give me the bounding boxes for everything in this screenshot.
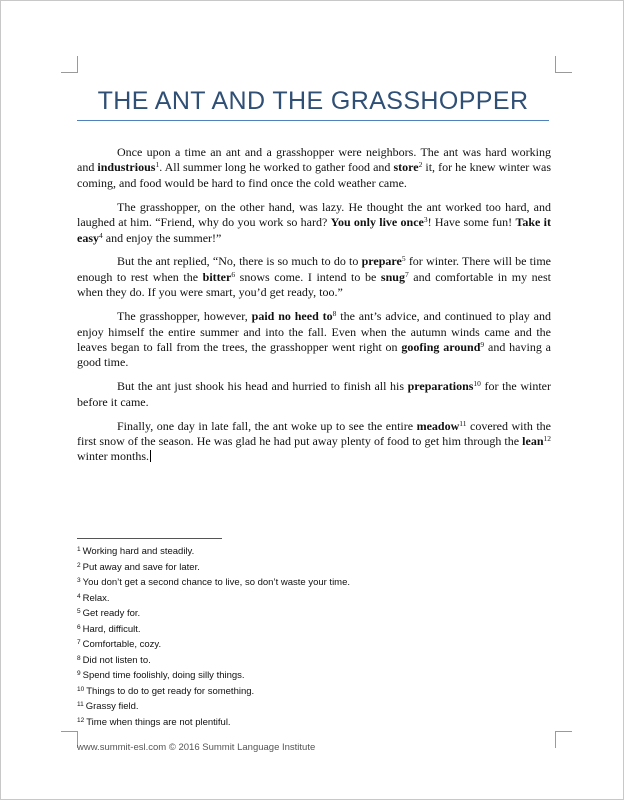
- vocabulary-term: bitter: [202, 269, 232, 284]
- story-paragraph[interactable]: [77, 419, 551, 465]
- footnote-reference: 3: [423, 215, 428, 225]
- footnote-number: 3: [77, 577, 81, 584]
- paragraph-text: and comfortable in my nest when they do. If you were smart, you’d get ready, too.”: [77, 269, 552, 300]
- paragraph-text: and enjoy the summer!”: [102, 230, 222, 245]
- footnote-reference: 8: [332, 309, 337, 319]
- footnote-text: Spend time foolishly, doing silly things.: [82, 670, 245, 681]
- footnote-text: You don’t get a second chance to live, so don’t waste your time.: [82, 577, 351, 588]
- crop-mark-top-right: [555, 56, 572, 73]
- footnote-text: Grassy field.: [85, 701, 139, 712]
- vocabulary-term: snug: [380, 269, 405, 284]
- footnote-reference: 6: [231, 269, 236, 279]
- paragraph-text: . All summer long he worked to gather food and: [159, 160, 394, 175]
- paragraph-text: winter months.: [77, 449, 149, 464]
- footnote-text: Time when things are not plentiful.: [86, 716, 231, 728]
- footnote-number: 12: [77, 716, 85, 724]
- vocabulary-term: prepare: [361, 254, 402, 269]
- vocabulary-term: You only live once: [330, 215, 424, 230]
- footnote-reference: 1: [155, 160, 160, 170]
- story-body[interactable]: [77, 145, 551, 473]
- footnote-text: Comfortable, cozy.: [82, 639, 162, 650]
- footnote-number: 8: [77, 654, 81, 662]
- footnote-separator: [77, 538, 222, 539]
- page-footer[interactable]: www.summit-esl.com © 2016 Summit Language Institute: [77, 742, 316, 753]
- footnote-text: Did not listen to.: [82, 654, 151, 666]
- footnote-item: [77, 715, 547, 731]
- text-cursor: [150, 450, 151, 462]
- footnote-text: Hard, difficult.: [82, 623, 141, 635]
- paragraph-text: Once upon a time an ant and a grasshopper were neighbors. The ant was hard working and: [77, 145, 551, 175]
- crop-mark-bottom-right: [555, 731, 572, 748]
- paragraph-text: for the winter before it came.: [77, 379, 551, 409]
- vocabulary-term: lean: [522, 434, 544, 448]
- footnote-item: [77, 606, 547, 622]
- paragraph-text: snows come. I intend to be: [235, 269, 381, 284]
- footnote-reference: 7: [404, 269, 409, 279]
- footnote-reference: 12: [543, 434, 551, 443]
- footnote-item: [77, 591, 547, 607]
- paragraph-text: But the ant replied, “No, there is so much to do to: [117, 254, 362, 269]
- footnote-number: 5: [77, 608, 81, 615]
- story-paragraph[interactable]: [77, 145, 551, 191]
- footnote-number: 11: [77, 701, 84, 708]
- footnote-number: 4: [77, 592, 81, 600]
- footnotes-section: [77, 544, 547, 730]
- footnote-reference: 10: [473, 379, 481, 389]
- paragraph-text: and having a good time.: [77, 339, 551, 370]
- vocabulary-term: meadow: [416, 418, 460, 433]
- footnote-text: Put away and save for later.: [82, 561, 200, 573]
- footnote-number: 10: [77, 685, 85, 693]
- footnote-number: 2: [77, 561, 81, 569]
- crop-mark-bottom-left: [61, 731, 78, 748]
- paragraph-text: covered with the first snow of the season. He was glad he had put away plenty of food to get him through the: [77, 418, 551, 448]
- vocabulary-term: preparations: [407, 379, 474, 394]
- story-paragraph[interactable]: [77, 200, 551, 246]
- vocabulary-term: store: [393, 160, 419, 175]
- vocabulary-term: Take it easy: [77, 215, 552, 245]
- footnote-item: [77, 560, 547, 576]
- vocabulary-term: industrious: [97, 160, 156, 175]
- footnote-item: [77, 684, 547, 700]
- footnote-reference: 5: [401, 254, 406, 264]
- title-underline: [77, 120, 549, 121]
- footnote-reference: 2: [418, 160, 423, 170]
- footnote-text: Relax.: [82, 592, 110, 604]
- paragraph-text: Finally, one day in late fall, the ant woke up to see the entire: [117, 418, 417, 433]
- footnote-reference: 11: [459, 418, 467, 428]
- footnote-item: [77, 637, 547, 653]
- document-title[interactable]: THE ANT AND THE GRASSHOPPER: [97, 87, 529, 115]
- footnote-text: Get ready for.: [82, 608, 141, 619]
- footnote-text: Working hard and steadily.: [82, 546, 195, 557]
- vocabulary-term: goofing around: [401, 339, 481, 354]
- footnote-number: 9: [77, 670, 81, 677]
- footnote-item: [77, 653, 547, 669]
- paragraph-text: The grasshopper, on the other hand, was lazy. He thought the ant worked too hard, and laughed at him. “Friend, why do you work so hard?: [77, 199, 551, 230]
- paragraph-text: ! Have some fun!: [427, 215, 516, 230]
- paragraph-text: But the ant just shook his head and hurried to finish all his: [117, 379, 408, 394]
- paragraph-text: for winter. There will be time enough to rest when the: [77, 254, 551, 284]
- footnote-item: [77, 622, 547, 638]
- story-paragraph[interactable]: [77, 254, 551, 300]
- footnote-reference: 9: [480, 339, 485, 349]
- crop-mark-top-left: [61, 56, 78, 73]
- paragraph-text: it, for he knew winter was coming, and food would be hard to find once the cold weather came.: [77, 160, 552, 190]
- footnote-item: [77, 544, 547, 560]
- paragraph-text: The grasshopper, however,: [117, 309, 252, 324]
- footnote-reference: 4: [99, 230, 103, 240]
- vocabulary-term: paid no heed to: [251, 309, 333, 324]
- paragraph-text: the ant’s advice, and continued to play and enjoy himself the entire summer and into the fall. Even when the autumn winds came and the leaves began to fall from the trees, the grasshopper went right on: [77, 309, 551, 354]
- footnote-item: [77, 668, 547, 684]
- footnote-number: 6: [77, 623, 81, 631]
- footnote-text: Things to do to get ready for something.: [86, 685, 255, 697]
- footnote-item: [77, 575, 547, 591]
- footnote-number: 1: [77, 546, 81, 553]
- footnote-item: [77, 699, 547, 715]
- story-paragraph[interactable]: [77, 379, 551, 410]
- story-paragraph[interactable]: [77, 309, 551, 371]
- footnote-number: 7: [77, 639, 81, 646]
